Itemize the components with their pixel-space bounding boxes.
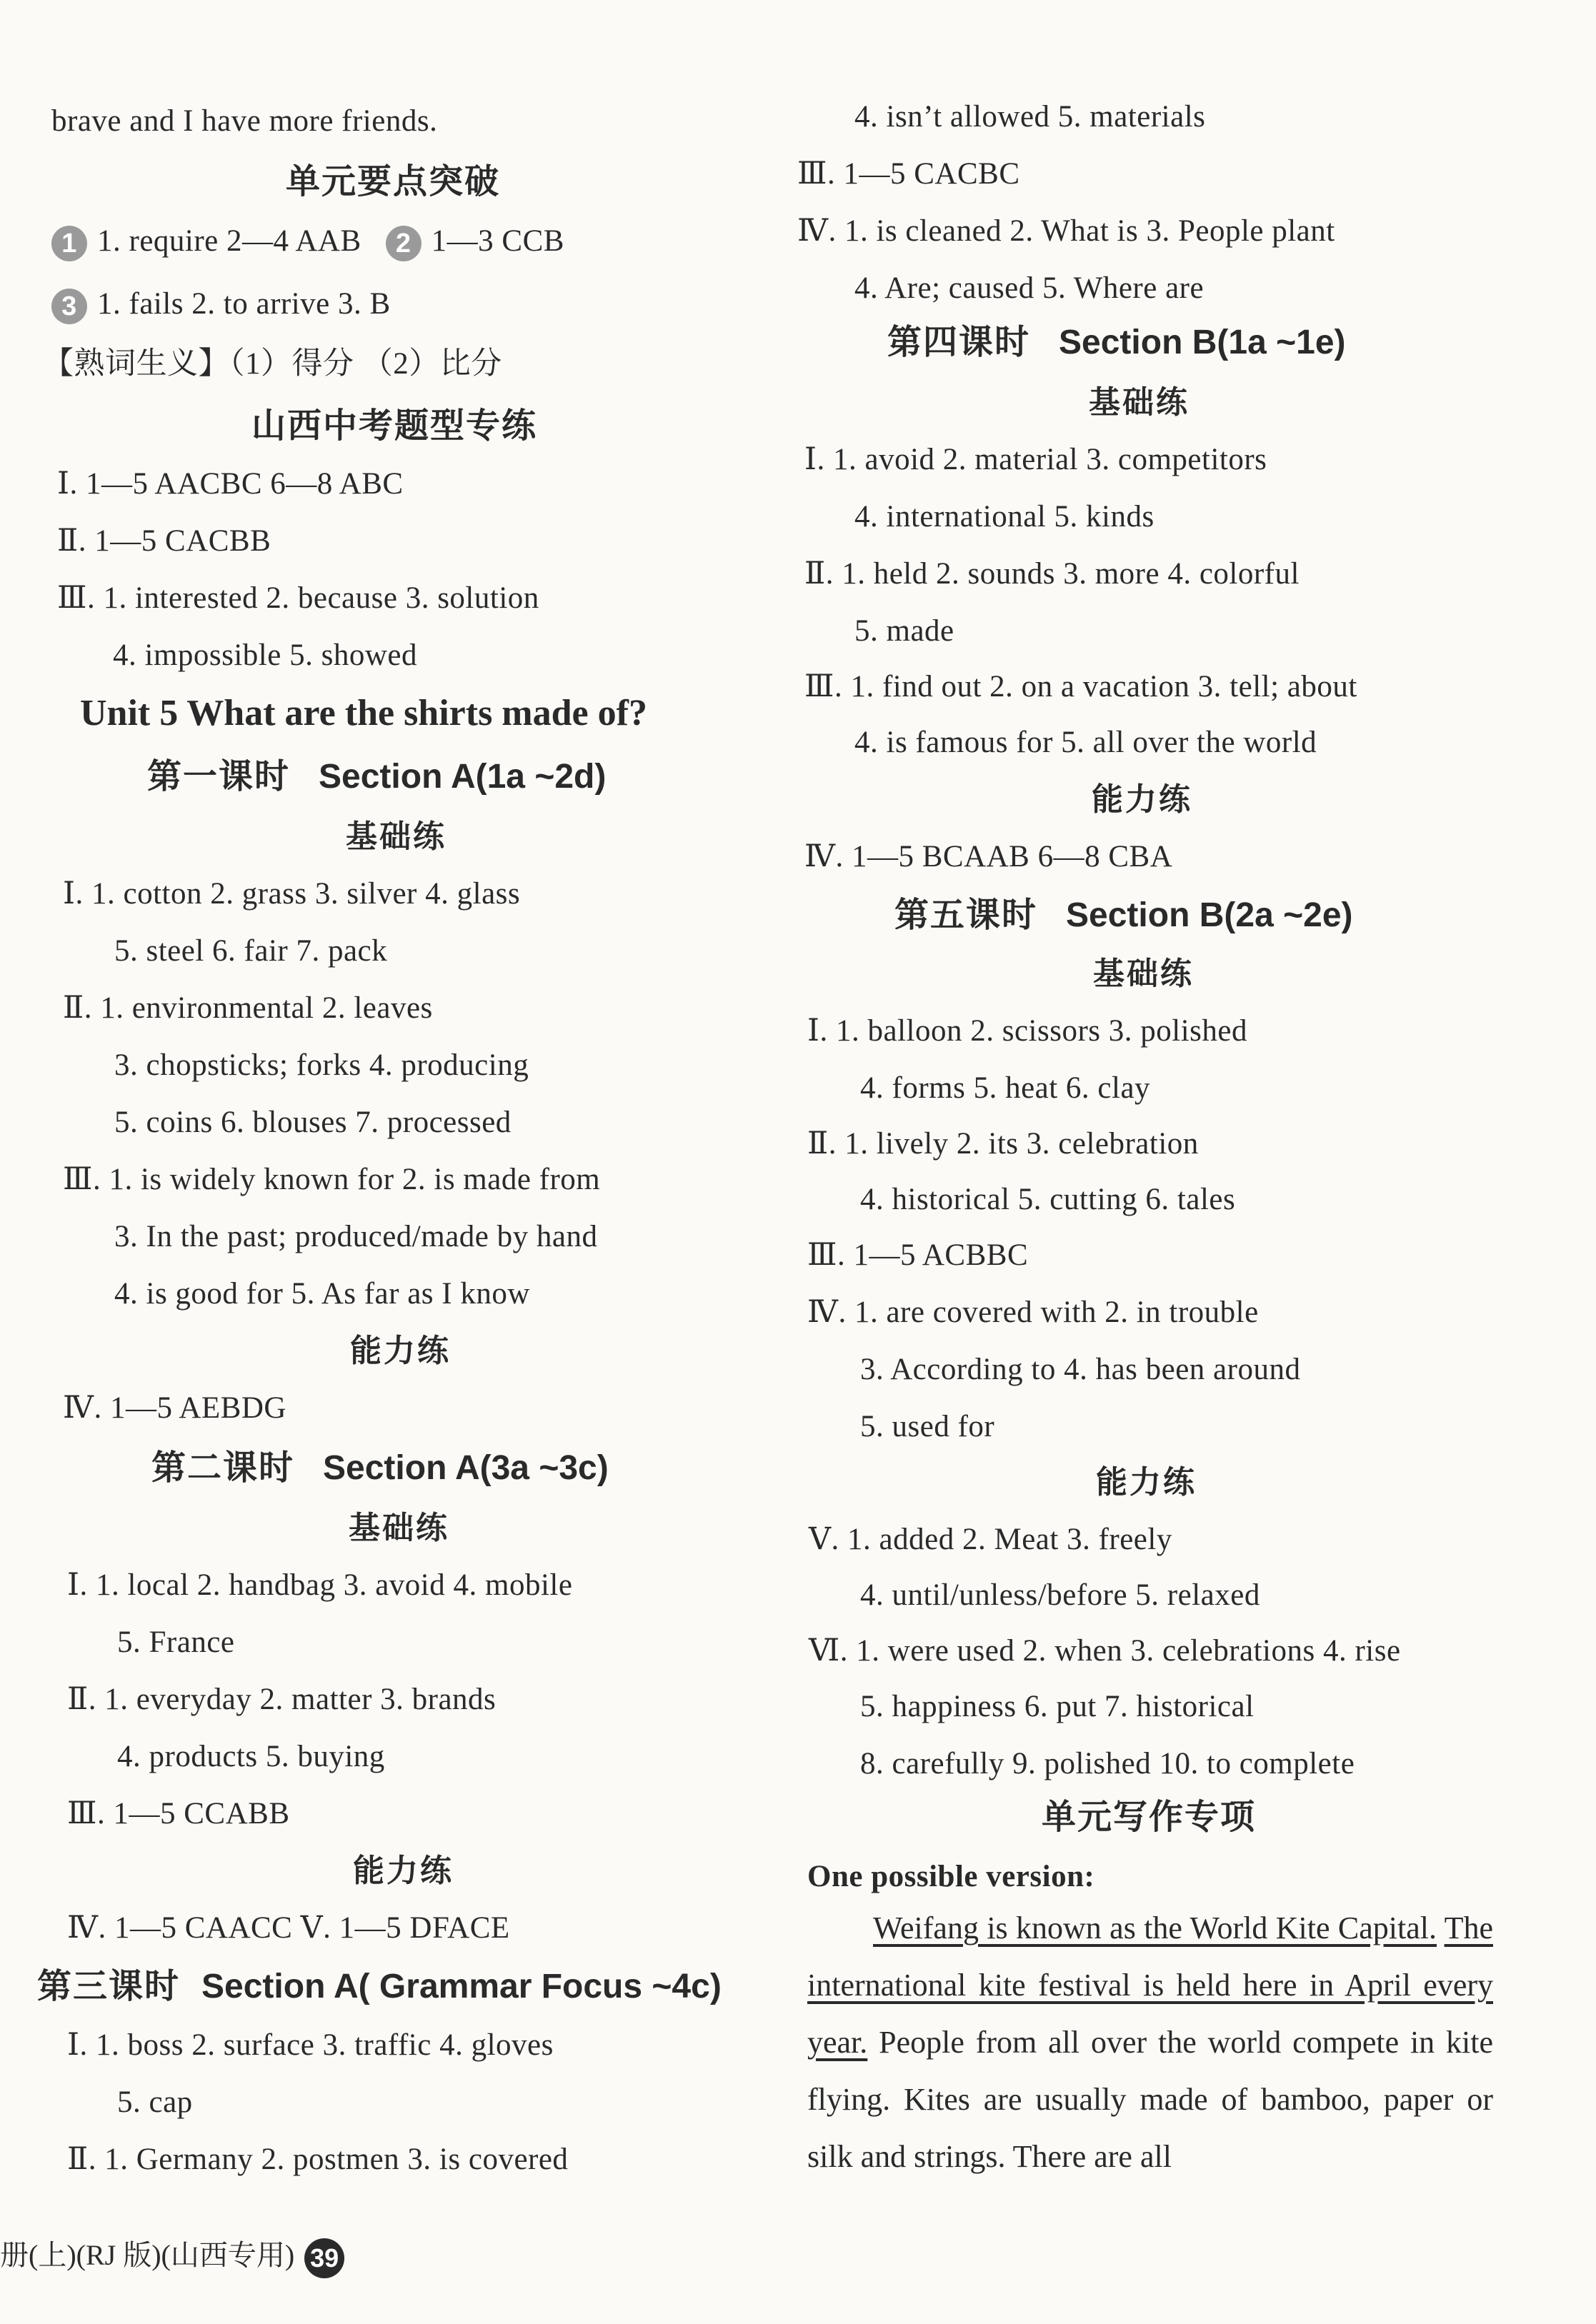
lesson-section: Section B(1a ~1e) [1059,324,1346,361]
subheading-basic: 基础练 [346,819,447,854]
lesson-label: 第三课时 [37,1968,181,2005]
text-line: 4. international 5. kinds [854,500,1154,534]
heading-unit-keypoints: 单元要点突破 [286,163,501,201]
text-line: Ⅱ. 1. environmental 2. leaves [63,991,433,1025]
subheading-ability: 能力练 [1096,1465,1197,1500]
text-line: 5. happiness 6. put 7. historical [860,1690,1255,1723]
text-line: Ⅳ. 1. is cleaned 2. What is 3. People plant [797,214,1335,248]
lesson-heading-1 [147,754,606,800]
text-line: 4. impossible 5. showed [113,638,417,672]
text-line: Ⅱ. 1. lively 2. its 3. celebration [807,1127,1199,1161]
text-line: 3. chopsticks; forks 4. producing [114,1048,529,1082]
text-line: 5. steel 6. fair 7. pack [114,934,388,968]
text-line: Ⅰ. 1. local 2. handbag 3. avoid 4. mobile [67,1568,573,1602]
subheading-basic: 基础练 [1089,385,1189,420]
text-line: 4. is good for 5. As far as I know [114,1277,530,1311]
text-line: 5. France [117,1626,235,1659]
underlined-sentence: Weifang is known as the World Kite Capital. [873,1910,1437,1945]
text-line: 3. In the past; produced/made by hand [114,1220,598,1253]
text-line: Ⅴ. 1. added 2. Meat 3. freely [809,1523,1172,1556]
text-line: brave and I have more friends. [51,104,438,138]
text-line: Ⅲ. 1. is widely known for 2. is made from [63,1163,601,1196]
subheading-ability: 能力练 [350,1333,451,1368]
text-line: Ⅰ. 1. boss 2. surface 3. traffic 4. gloves [67,2028,554,2062]
text-line: 5. coins 6. blouses 7. processed [114,1106,512,1139]
text-line: 8. carefully 9. polished 10. to complete [860,1747,1355,1780]
writing-paragraph [807,1900,1493,2185]
subheading-ability: 能力练 [353,1853,454,1888]
text-line: Ⅰ. 1. balloon 2. scissors 3. polished [807,1014,1247,1048]
heading-shanxi-practice: 山西中考题型专练 [251,407,538,445]
text-line: Ⅳ. 1—5 CAACC Ⅴ. 1—5 DFACE [67,1911,510,1945]
lesson-heading-3 [37,1964,722,2010]
text-line: 4. isn’t allowed 5. materials [854,100,1206,134]
text-line: Ⅱ. 1—5 CACBB [57,524,271,558]
keypoint-number-badge: 3 [51,289,87,324]
text-line: Ⅲ. 1. interested 2. because 3. solution [57,581,539,615]
text-line: Ⅲ. 1—5 CCABB [67,1797,290,1830]
text-line: 5. made [854,614,954,648]
text-line: 4. forms 5. heat 6. clay [860,1071,1151,1105]
text-line: 4. is famous for 5. all over the world [854,726,1317,759]
lesson-label: 第一课时 [147,758,291,796]
text-line: Ⅲ. 1—5 ACBBC [807,1238,1029,1272]
lesson-heading-2 [151,1446,609,1491]
lesson-heading-5 [894,893,1353,938]
heading-writing: 单元写作专项 [1042,1798,1257,1836]
lesson-section: Section A( Grammar Focus ~4c) [201,1968,722,2005]
subheading-ability: 能力练 [1092,782,1192,817]
lesson-section: Section A(3a ~3c) [323,1449,609,1487]
subheading-basic: 基础练 [1093,956,1194,991]
text-line: Ⅰ. 1. avoid 2. material 3. competitors [804,443,1267,476]
page-footer [0,2234,344,2278]
page-number-badge: 39 [304,2238,344,2278]
footer-text: 册(上)(RJ 版)(山西专用) [0,2239,295,2271]
unit-title: Unit 5 What are the shirts made of? [80,693,647,733]
text-line: 5. cap [117,2085,193,2119]
lesson-section: Section B(2a ~2e) [1066,896,1353,934]
text-line: Ⅲ. 1. find out 2. on a vacation 3. tell; about [804,670,1357,703]
text-line: Ⅰ. 1. cotton 2. grass 3. silver 4. glass [63,877,521,911]
text-line: Ⅳ. 1. are covered with 2. in trouble [807,1296,1259,1329]
underlined-sentence: The international kite festival is held here in April every year. [807,1910,1493,2060]
lesson-label: 第五课时 [894,896,1038,934]
lesson-label: 第二课时 [151,1449,295,1487]
keypoint-number-badge: 1 [51,226,87,261]
text-line: Ⅳ. 1—5 BCAAB 6—8 CBA [804,840,1173,873]
text-line: Ⅰ. 1—5 AACBC 6—8 ABC [57,467,404,501]
text-line: Ⅳ. 1—5 AEBDG [63,1391,286,1425]
keypoint-number-badge: 2 [386,226,422,261]
text-line: 4. Are; caused 5. Where are [854,271,1205,305]
keypoint-text: 1—3 CCB [431,224,564,258]
keypoint-row-1 [51,220,564,263]
text-line: 4. products 5. buying [117,1740,385,1773]
text-line: Ⅱ. 1. held 2. sounds 3. more 4. colorful [804,557,1300,591]
text-line: Ⅱ. 1. everyday 2. matter 3. brands [67,1683,497,1716]
shuci-shengyi: 【熟词生义】（1）得分 （2）比分 [43,347,502,381]
lesson-label: 第四课时 [887,324,1031,361]
text-line: 4. historical 5. cutting 6. tales [860,1183,1236,1216]
text-line: 5. used for [860,1410,995,1443]
paragraph-text: People from all over the world compete in kite flying. Kites are usually made of bamboo, paper or silk and strings. There are all [807,2025,1493,2174]
text-line: 4. until/unless/before 5. relaxed [860,1578,1260,1612]
text-line: Ⅱ. 1. Germany 2. postmen 3. is covered [67,2143,569,2176]
possible-version-label: One possible version: [807,1860,1095,1893]
lesson-section: Section A(1a ~2d) [319,758,607,796]
keypoint-text: 1. require 2—4 AAB [97,224,361,258]
text-line: Ⅲ. 1—5 CACBC [797,157,1020,191]
lesson-heading-4 [887,320,1346,366]
text-line: Ⅵ. 1. were used 2. when 3. celebrations 4. rise [809,1634,1401,1668]
keypoint-text: 1. fails 2. to arrive 3. B [97,287,391,321]
subheading-basic: 基础练 [349,1511,449,1546]
text-line: 3. According to 4. has been around [860,1353,1301,1386]
keypoint-row-2 [51,283,391,326]
